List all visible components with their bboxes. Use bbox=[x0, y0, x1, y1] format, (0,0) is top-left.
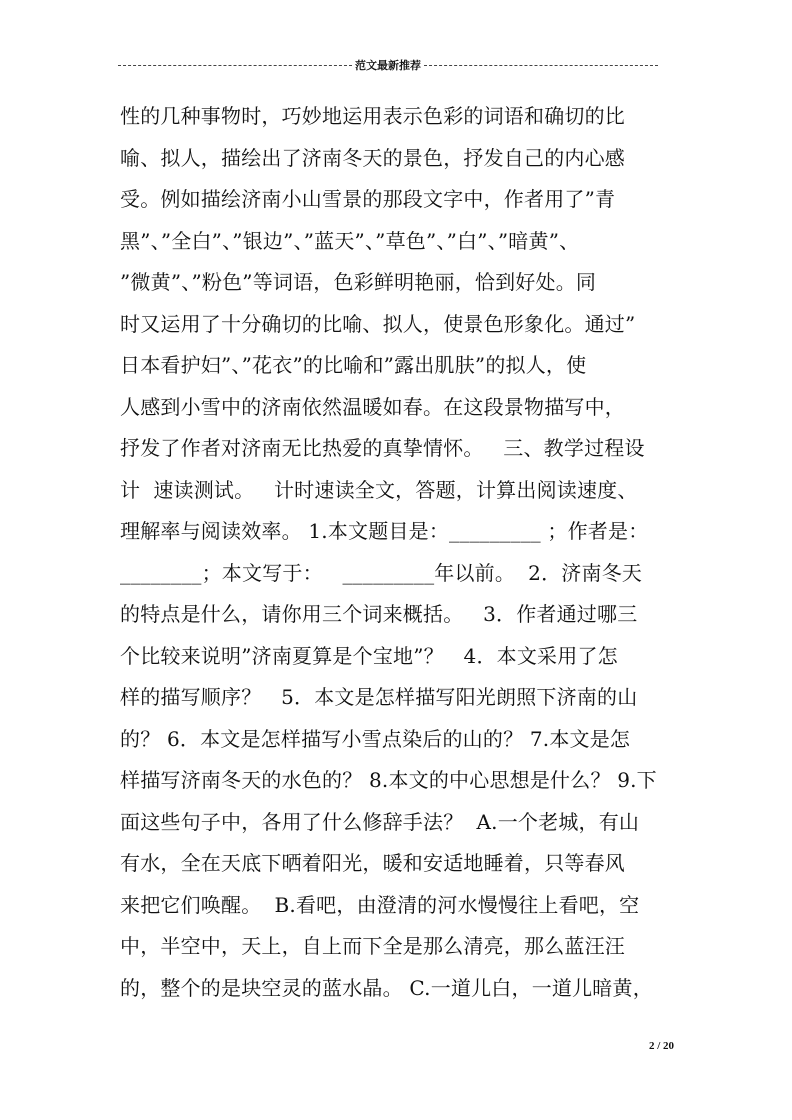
header-title: 范文最新推荐 bbox=[355, 59, 421, 72]
text-line: 来把它们唤醒。 B.看吧，由澄清的河水慢慢往上看吧，空 bbox=[120, 892, 640, 917]
text-line: 的特点是什么，请你用三个词来概括。 3．作者通过哪三 bbox=[120, 602, 638, 626]
text-line: 黑”、”全白”、”银边”、”蓝天”、”草色”、”白”、”暗黄”、 bbox=[120, 228, 580, 253]
header-rule-left bbox=[118, 65, 352, 66]
text-line: 受。例如描绘济南小山雪景的那段文字中，作者用了”青 bbox=[120, 187, 616, 211]
text-line: 面这些句子中，各用了什么修辞手法？ A.一个老城，有山 bbox=[120, 809, 640, 834]
text-line: 有水，全在天底下晒着阳光，暖和安适地睡着，只等春风 bbox=[120, 851, 625, 875]
text-line: 性的几种事物时，巧妙地运用表示色彩的词语和确切的比 bbox=[120, 104, 625, 128]
header-rule-right bbox=[424, 65, 658, 66]
text-line: 理解率与阅读效率。 1.本文题目是：_________ ；作者是： bbox=[120, 519, 649, 543]
text-line: 的，整个的是块空灵的蓝水晶。 C.一道儿白，一道儿暗黄， bbox=[120, 975, 653, 1000]
text-line: 时又运用了十分确切的比喻、拟人，使景色形象化。通过” bbox=[120, 311, 636, 336]
text-line: 中，半空中，天上，自上而下全是那么清亮，那么蓝汪汪 bbox=[120, 934, 625, 958]
page-number: 2 / 20 bbox=[648, 1040, 674, 1052]
text-line: 计 速读测试。 计时速读全文，答题，计算出阅读速度、 bbox=[120, 477, 638, 502]
text-line: 抒发了作者对济南无比热爱的真挚情怀。 三、教学过程设 bbox=[120, 436, 645, 460]
text-line: ”微黄”、”粉色”等词语，色彩鲜明艳丽，恰到好处。同 bbox=[120, 270, 597, 294]
text-line: 的？ 6．本文是怎样描写小雪点染后的山的？ 7.本文是怎 bbox=[120, 726, 631, 751]
text-line: ________；本文写于： _________年以前。 2．济南冬天 bbox=[120, 560, 643, 585]
body-text bbox=[120, 96, 680, 1009]
text-line: 个比较来说明”济南夏算是个宝地”？ 4．本文采用了怎 bbox=[120, 643, 618, 668]
text-line: 人感到小雪中的济南依然温暖如春。在这段景物描写中， bbox=[120, 394, 625, 419]
text-line: 喻、拟人，描绘出了济南冬天的景色，抒发自己的内心感 bbox=[120, 145, 625, 170]
text-line: 日本看护妇”、”花衣”的比喻和”露出肌肤”的拟人，使 bbox=[120, 353, 587, 377]
text-line: 样的描写顺序？ 5．本文是怎样描写阳光朗照下济南的山 bbox=[120, 685, 638, 709]
text-line: 样描写济南冬天的水色的？ 8.本文的中心思想是什么？ 9.下 bbox=[120, 768, 657, 792]
page-header bbox=[118, 58, 658, 72]
